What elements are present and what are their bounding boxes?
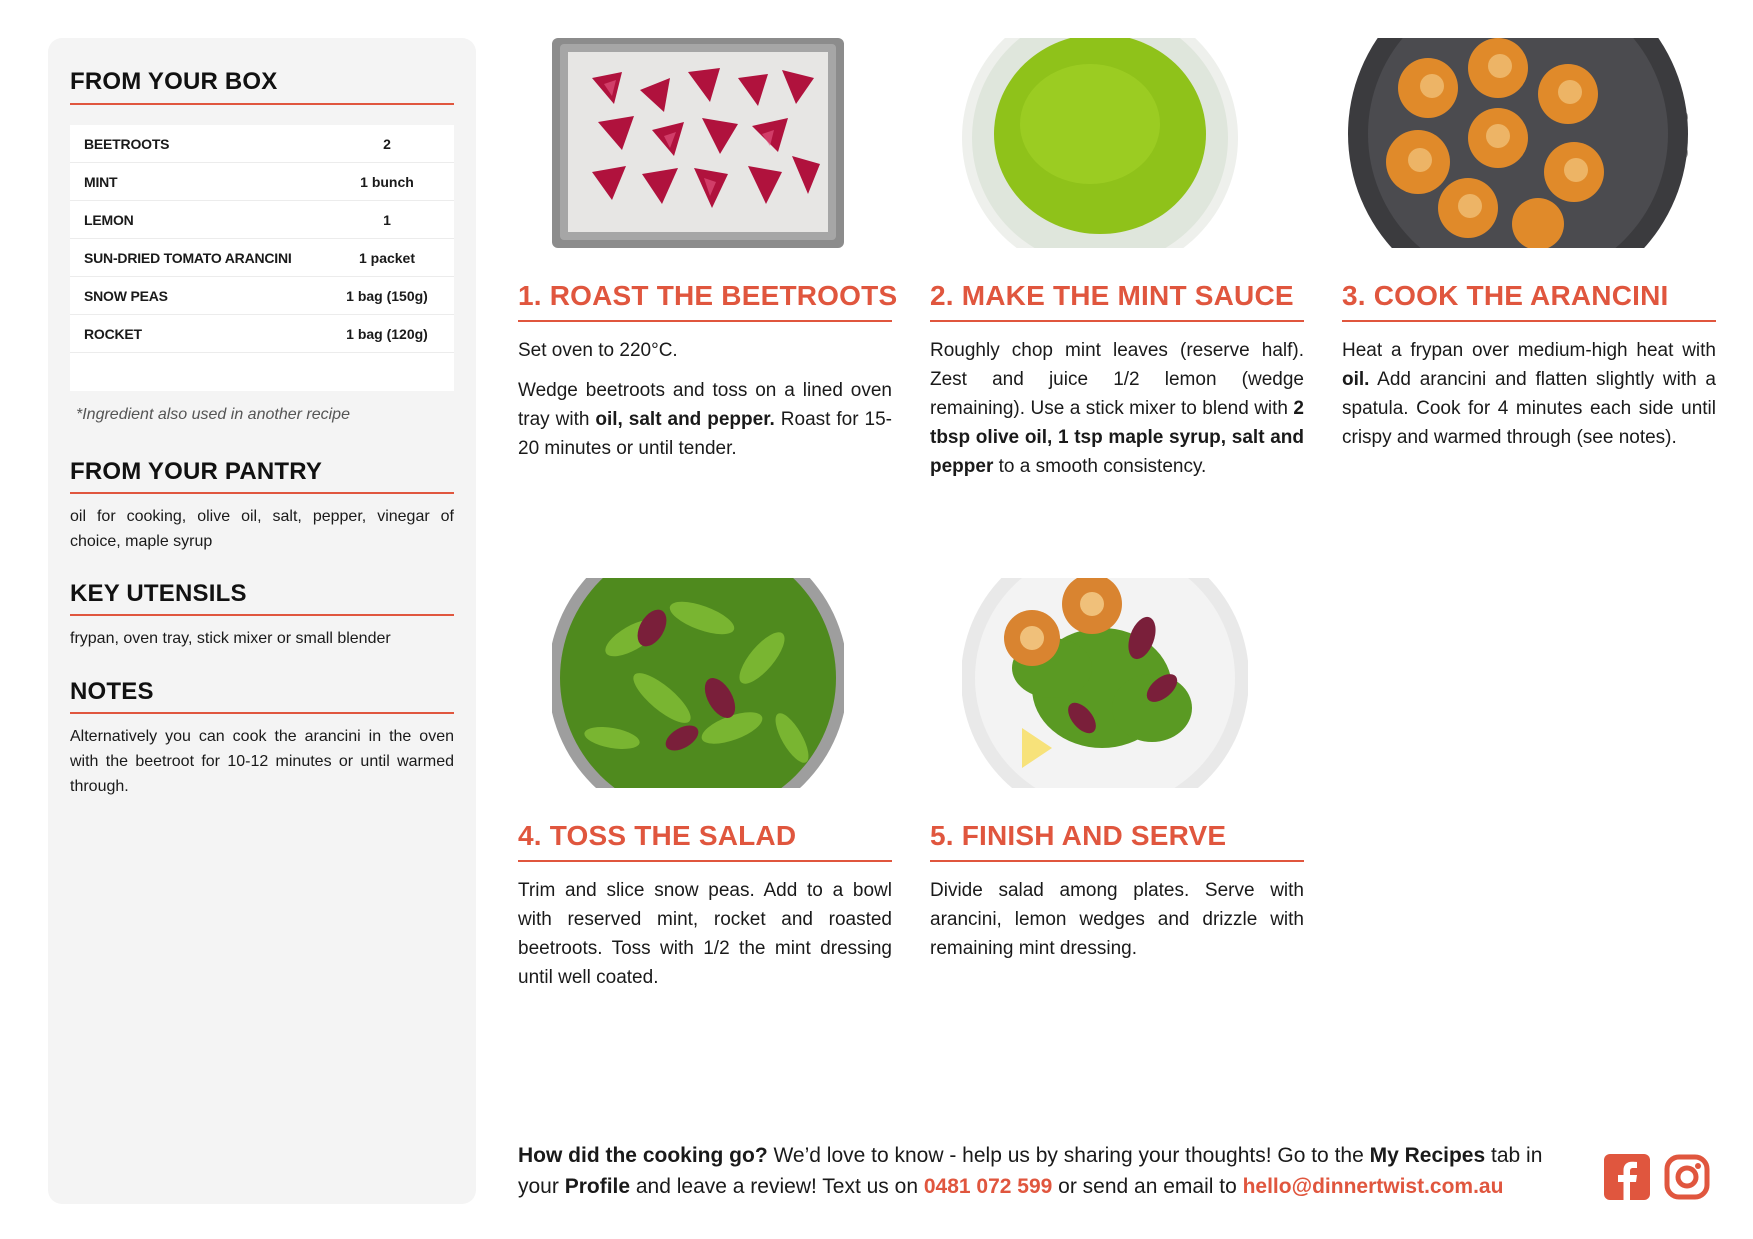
step-5-text (930, 876, 1304, 974)
step-3-text (1342, 336, 1716, 463)
salad-bowl-photo (552, 578, 844, 788)
ingredient-name: BEETROOTS (84, 135, 170, 152)
step-4-title: 4. TOSS THE SALAD (518, 820, 797, 851)
ingredient-qty: 1 (383, 211, 391, 228)
ingredient-row (70, 239, 454, 277)
divider (930, 320, 1304, 322)
from-your-box-title: FROM YOUR BOX (70, 68, 278, 95)
ingredient-qty: 1 packet (358, 249, 416, 266)
step-3-title: 3. COOK THE ARANCINI (1342, 280, 1669, 311)
ingredients-sidebar (48, 38, 476, 1204)
utensils-title: KEY UTENSILS (70, 580, 247, 607)
facebook-icon[interactable] (1604, 1154, 1650, 1200)
ingredient-qty: 1 bag (120g) (346, 325, 428, 342)
divider (1342, 320, 1716, 322)
step-5-paragraph: Divide salad among plates. Serve with arancini, lemon wedges and drizzle with remaining mint dressing. (930, 880, 1304, 959)
notes-title: NOTES (70, 678, 154, 705)
step-1-paragraph: Set oven to 220°C. (518, 340, 678, 361)
step-1-text (518, 336, 892, 474)
ingredient-row (70, 163, 454, 201)
ingredient-name: SNOW PEAS (84, 287, 168, 304)
utensils-text: frypan, oven tray, stick mixer or small blender (70, 630, 391, 647)
pantry-text: oil for cooking, olive oil, salt, pepper, vinegar of choice, maple syrup (70, 508, 454, 550)
ingredient-row (70, 125, 454, 163)
ingredient-name: MINT (84, 173, 118, 190)
ingredient-name: ROCKET (84, 325, 142, 342)
ingredient-name: SUN-DRIED TOMATO ARANCINI (84, 249, 292, 266)
step-5-title: 5. FINISH AND SERVE (930, 820, 1227, 851)
empty-row (70, 353, 454, 391)
ingredient-row (70, 201, 454, 239)
ingredient-name: LEMON (84, 211, 134, 228)
mint-sauce-bowl-photo (962, 38, 1238, 248)
instagram-icon[interactable] (1664, 1154, 1710, 1200)
divider (70, 103, 454, 105)
step-2-paragraph: Roughly chop mint leaves (reserve half). Zest and juice 1/2 lemon (wedge remaining). Use a stick mixer to blend with 2 tbsp olive oil, 1 tsp maple syrup, salt and pepper to a smooth consistency. (930, 340, 1304, 477)
step-4-paragraph: Trim and slice snow peas. Add to a bowl with reserved mint, rocket and roasted beetroots. Toss with 1/2 the mint dressing until well coated. (518, 880, 892, 988)
pantry-title: FROM YOUR PANTRY (70, 458, 323, 485)
profile-label: Profile (564, 1175, 631, 1198)
divider (930, 860, 1304, 862)
step-1-paragraph: Wedge beetroots and toss on a lined oven tray with oil, salt and pepper. Roast for 15-20 minutes or until tender. (518, 380, 892, 459)
email-link[interactable]: hello@dinnertwist.com.au (1242, 1175, 1504, 1198)
divider (70, 614, 454, 616)
ingredient-qty: 1 bag (150g) (346, 287, 428, 304)
step-2-title: 2. MAKE THE MINT SAUCE (930, 280, 1294, 311)
step-1-title: 1. ROAST THE BEETROOTS (518, 280, 898, 311)
beetroot-tray-photo (552, 38, 844, 248)
ingredient-row (70, 277, 454, 315)
step-4-text (518, 876, 892, 1003)
ingredient-qty: 1 bunch (360, 173, 414, 190)
divider (518, 320, 892, 322)
arancini-frypan-photo (1348, 38, 1690, 248)
feedback-footer: How did the cooking go? We’d love to know - help us by sharing your thoughts! Go to the My Recipes tab in your Profile and leave a review! Text us on 0481 072 599 or send an email to hello@dinnertwist.com.au (518, 1144, 1543, 1198)
phone-link[interactable]: 0481 072 599 (923, 1175, 1053, 1198)
divider (518, 860, 892, 862)
divider (70, 712, 454, 714)
ingredient-note: *Ingredient also used in another recipe (76, 406, 350, 423)
step-2-text (930, 336, 1304, 492)
divider (70, 492, 454, 494)
my-recipes-label: My Recipes (1369, 1144, 1486, 1167)
feedback-question: How did the cooking go? (518, 1144, 768, 1167)
ingredient-qty: 2 (383, 135, 391, 152)
ingredient-row (70, 315, 454, 353)
ingredients-table (70, 125, 454, 391)
step-3-paragraph: Heat a frypan over medium-high heat with oil. Add arancini and flatten slightly with a spatula. Cook for 4 minutes each side until crispy and warmed through (see notes). (1342, 340, 1716, 448)
plated-dish-photo (962, 578, 1248, 788)
notes-text: Alternatively you can cook the arancini in the oven with the beetroot for 10-12 minutes or until warmed through. (70, 728, 454, 795)
